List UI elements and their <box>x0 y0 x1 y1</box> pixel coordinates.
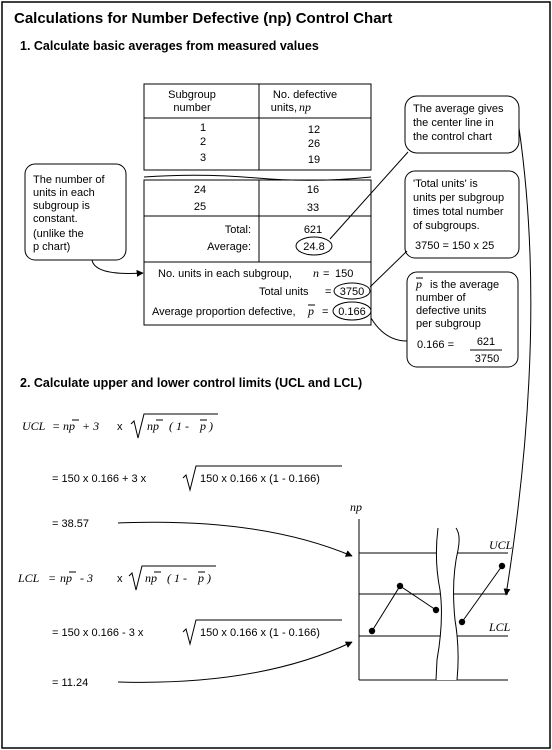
ucl-lhs: UCL <box>22 419 46 433</box>
header-number: number <box>173 102 211 114</box>
chart-point <box>433 607 439 613</box>
lcl-np: np <box>60 571 72 585</box>
ucl-np: np <box>63 419 75 433</box>
row-value-2: 26 <box>307 138 321 150</box>
ucl-arrow <box>118 522 352 556</box>
lcl-root-np: np <box>145 571 157 585</box>
header-subgroup: Subgroup <box>168 89 216 101</box>
ucl-eq: = <box>52 419 61 433</box>
note-constant-line: (unlike the <box>33 228 84 240</box>
avg-prop-value: 0.166 <box>338 306 366 318</box>
chart-y-axis-label: np <box>350 500 362 514</box>
total-value: 621 <box>303 224 323 236</box>
chart-lcl-label: LCL <box>489 620 511 634</box>
ucl-root-np: np <box>147 419 159 433</box>
units-value: 150 <box>335 268 354 280</box>
note-total-units <box>405 171 519 258</box>
table-bottom-box <box>144 180 371 325</box>
note-average-line: The average gives <box>413 103 504 115</box>
note-constant-line: The number of <box>33 174 105 186</box>
note-pbar-var: p <box>416 277 422 291</box>
total-units-eq: = <box>325 286 332 298</box>
units-eq: = <box>323 268 330 280</box>
header-np-var: np <box>299 100 311 114</box>
lcl-line2-left: = 150 x 0.166 - 3 x <box>52 627 144 639</box>
avg-prop-eq: = <box>322 306 329 318</box>
lcl-minus3: - 3 <box>80 571 93 585</box>
note-constant-arrow <box>92 260 143 273</box>
row-number-24: 24 <box>193 184 207 196</box>
note-pbar-eq-left: 0.166 = <box>417 339 455 351</box>
note-constant-line: subgroup is <box>33 200 90 212</box>
header-units: units, <box>270 102 297 114</box>
note-constant-line: units in each <box>33 187 95 199</box>
average-label: Average: <box>207 241 251 253</box>
note-constant <box>25 164 126 260</box>
total-units-value: 3750 <box>339 286 365 298</box>
note-total-units-line: 'Total units' is <box>413 178 478 190</box>
note-average-line: the control chart <box>413 131 492 143</box>
note-pbar-den: 3750 <box>474 353 500 365</box>
units-var: n <box>313 266 319 280</box>
lcl-result: = 11.24 <box>52 677 89 689</box>
note-pbar-num: 621 <box>476 336 496 348</box>
average-value: 24.8 <box>303 241 325 253</box>
lcl-line2-root: 150 x 0.166 x (1 - 0.166) <box>200 627 320 639</box>
section1-heading: 1. Calculate basic averages from measured values <box>20 39 319 53</box>
note-pbar-line: per subgroup <box>416 318 481 330</box>
chart-ucl-label: UCL <box>489 538 513 552</box>
lcl-lhs: LCL <box>18 571 40 585</box>
lcl-formula <box>17 566 342 689</box>
note-pbar <box>407 272 518 367</box>
lcl-times: x <box>117 573 123 585</box>
note-constant-line: p chart) <box>33 241 71 253</box>
row-value-1: 12 <box>307 124 321 136</box>
data-table <box>144 84 371 325</box>
note-total-units-eq: 3750 = 150 x 25 <box>415 240 495 252</box>
total-units-label: Total units <box>259 286 309 298</box>
note-total-units-line: of subgroups. <box>413 220 480 232</box>
row-number-25: 25 <box>193 201 207 213</box>
lcl-root-p: p <box>198 571 204 585</box>
avg-prop-var: p <box>308 304 314 318</box>
note-average-leader <box>330 152 408 239</box>
note-total-units-line: units per subgroup <box>413 192 505 204</box>
ucl-plus3: + 3 <box>82 419 100 433</box>
ucl-times: x <box>117 421 123 433</box>
lcl-root-rest: ( 1 - <box>167 571 187 585</box>
row-number-1: 1 <box>199 122 207 134</box>
total-label: Total: <box>224 224 251 236</box>
chart-point <box>459 619 465 625</box>
ucl-result: = 38.57 <box>52 518 90 530</box>
ucl-formula <box>22 414 342 530</box>
row-number-3: 3 <box>199 152 207 164</box>
header-defective: No. defective <box>272 89 338 101</box>
ucl-root-close: ) <box>209 419 213 433</box>
lcl-eq: = <box>48 571 57 585</box>
ucl-line2-left: = 150 x 0.166 + 3 x <box>52 473 147 485</box>
note-total-units-leader <box>370 251 407 287</box>
units-label: No. units in each subgroup, <box>158 268 292 280</box>
note-pbar-line: number of <box>416 292 466 304</box>
note-average-line: the center line in <box>413 117 494 129</box>
ucl-root-p: p <box>200 419 206 433</box>
note-total-units-line: times total number <box>413 206 504 218</box>
chart-point <box>369 628 375 634</box>
lcl-arrow <box>118 642 352 682</box>
note-pbar-line: defective units <box>416 305 487 317</box>
note-constant-line: constant. <box>33 213 78 225</box>
note-average <box>405 96 519 153</box>
chart-point <box>499 563 505 569</box>
row-value-25: 33 <box>306 202 320 214</box>
row-value-3: 19 <box>307 154 321 166</box>
row-number-2: 2 <box>199 136 207 148</box>
ucl-line2-root: 150 x 0.166 x (1 - 0.166) <box>200 473 320 485</box>
note-pbar-line: is the average <box>430 279 500 291</box>
control-chart <box>350 500 513 680</box>
lcl-root-close: ) <box>207 571 211 585</box>
note-pbar-leader <box>371 318 407 341</box>
center-line-arrow <box>506 128 531 595</box>
avg-prop-label: Average proportion defective, <box>152 306 296 318</box>
section2-heading: 2. Calculate upper and lower control limits (UCL and LCL) <box>20 376 363 390</box>
row-value-24: 16 <box>306 184 320 196</box>
page-title: Calculations for Number Defective (np) Control Chart <box>14 10 393 27</box>
ucl-root-rest: ( 1 - <box>169 419 189 433</box>
chart-series-left <box>372 586 436 631</box>
chart-point <box>397 583 403 589</box>
chart-break-band <box>436 528 459 680</box>
